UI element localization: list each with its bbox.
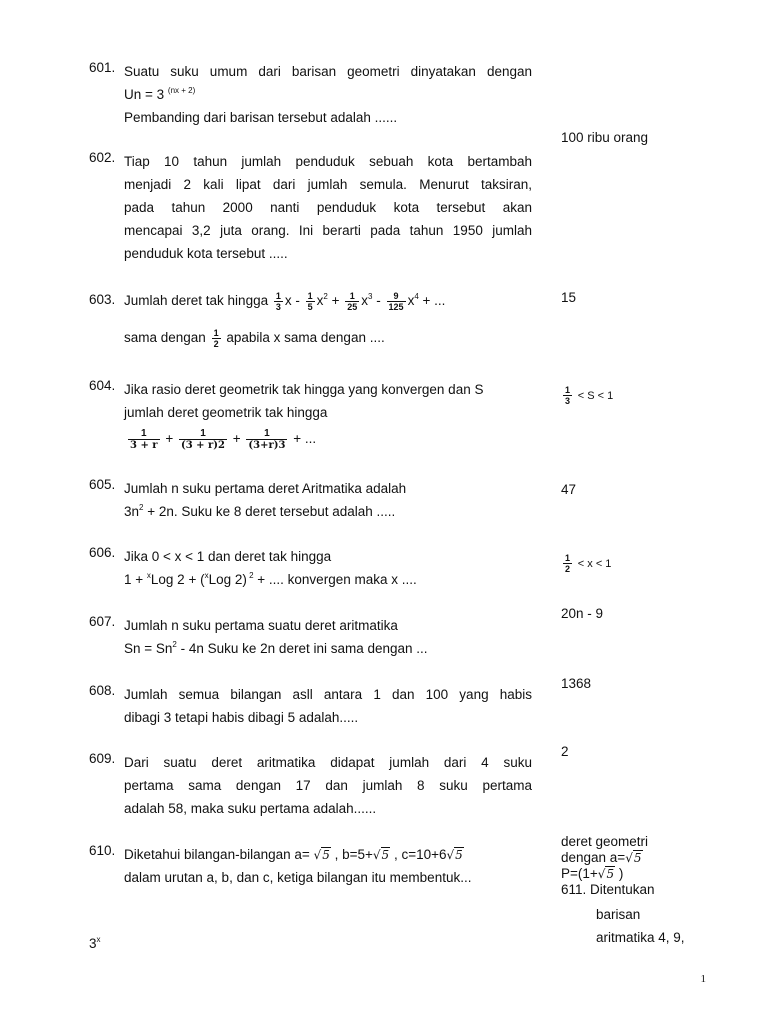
answer-607: 20n - 9 [561, 606, 604, 621]
fraction [563, 553, 572, 574]
text-run: < S < 1 [577, 390, 614, 403]
exponent: 2 [139, 503, 144, 512]
question-604-series [126, 428, 316, 451]
answer-609: 2 [561, 744, 569, 759]
text-run: P=(1+ [561, 866, 598, 881]
question-text: Suatu suku umum dari barisan geometri dinyatakan dengan [124, 64, 532, 79]
question-text [124, 83, 532, 106]
text-run: , c=10+6 [393, 847, 447, 862]
question-text [124, 500, 532, 523]
operator: + ... [422, 293, 446, 308]
question-610-line1 [124, 843, 464, 867]
question-number: 609. [89, 751, 116, 766]
numerator: 1 [213, 327, 219, 338]
exponent: x [96, 935, 101, 944]
question-number: 604. [89, 378, 116, 393]
question-text: Dari suatu deret aritmatika didapat jumlah dari 4 suku [124, 755, 532, 770]
stray-text [89, 936, 101, 951]
denominator: 3 [565, 396, 571, 406]
radicand: 5 [455, 848, 463, 862]
answer-610-continued [596, 903, 685, 949]
question-number: 605. [89, 477, 116, 492]
text-run: Log 2 + ( [150, 572, 205, 587]
question-608 [124, 683, 532, 729]
question-number: 610. [89, 843, 116, 858]
numerator: 1 [565, 385, 571, 395]
fraction [306, 291, 315, 312]
numerator: 1 [349, 290, 355, 301]
numerator: 1 [141, 428, 147, 439]
question-text: menjadi 2 kali lipat dari jumlah semula. Menurut taksiran, [124, 177, 532, 192]
text-run: dalam urutan a, b, dan c, ketiga bilangan itu membentuk... [124, 870, 472, 885]
text-line [561, 866, 655, 882]
fraction [274, 291, 283, 312]
text-run: Jumlah deret tak hingga [124, 293, 269, 308]
fraction [246, 428, 287, 451]
numerator: 1 [307, 290, 313, 301]
question-text: mencapai 3,2 juta orang. Ini berarti pada tahun 1950 jumlah [124, 223, 532, 238]
text-run: x [316, 293, 324, 308]
text-run: deret geometri [561, 834, 649, 849]
numerator: 1 [565, 553, 571, 563]
radicand: 5 [633, 851, 642, 865]
log-base: x [146, 571, 151, 580]
question-610-line2 [124, 866, 471, 889]
question-605 [124, 477, 532, 523]
answer-603: 15 [561, 290, 577, 305]
log-base: x [204, 571, 209, 580]
question-601 [124, 60, 532, 129]
sqrt-symbol: √5 [446, 848, 463, 862]
sqrt-symbol: √5 [372, 848, 390, 862]
operator: + [165, 431, 174, 447]
sqrt-symbol: √5 [313, 848, 330, 862]
fraction [345, 291, 359, 312]
text-run: dengan a= [561, 850, 626, 865]
fraction [128, 428, 160, 451]
question-number: 607. [89, 614, 116, 629]
question-607 [124, 614, 532, 660]
denominator: (3 + r)2 [181, 440, 225, 451]
exponent: 3 [368, 292, 373, 301]
text-run: 3 [89, 936, 97, 951]
text-run: x [361, 293, 369, 308]
question-number: 606. [89, 545, 116, 560]
question-text: Jumlah semua bilangan asll antara 1 dan 100 yang habis [124, 687, 532, 702]
text-run: < x < 1 [577, 558, 612, 571]
text-run: , b=5+ [334, 847, 373, 862]
operator: + [331, 293, 340, 308]
text-run: barisan [596, 907, 641, 922]
text-run: 611. Ditentukan [561, 882, 655, 897]
operator: + [232, 431, 241, 447]
question-text: Tiap 10 tahun jumlah penduduk sebuah kota bertambah [124, 154, 532, 169]
text-run: Un = 3 [124, 87, 165, 102]
text-line [561, 850, 655, 866]
question-text: dibagi 3 tetapi habis dibagi 5 adalah..... [124, 710, 359, 725]
question-text: penduduk kota tersebut ..... [124, 246, 288, 261]
operator: + ... [293, 431, 317, 447]
operator: - [376, 293, 381, 308]
text-run: Log 2) [208, 572, 247, 587]
answer-606 [561, 553, 611, 574]
answer-610 [561, 834, 655, 898]
question-number: 602. [89, 150, 116, 165]
question-number: 601. [89, 60, 116, 75]
denominator: 5 [307, 301, 313, 312]
question-text: Pembanding dari barisan tersebut adalah ...... [124, 110, 398, 125]
question-603-line2 [124, 326, 385, 349]
denominator: 2 [565, 564, 571, 574]
sqrt-symbol: √5 [625, 851, 642, 865]
fraction [179, 428, 227, 451]
question-text: Jumlah n suku pertama suatu deret aritmatika [124, 618, 398, 633]
question-text: Jumlah n suku pertama deret Aritmatika adalah [124, 481, 407, 496]
denominator: (3+r)3 [248, 440, 286, 451]
text-run: 3n [124, 504, 140, 519]
numerator: 1 [264, 428, 270, 439]
sqrt-symbol: √5 [597, 867, 615, 881]
denominator: 25 [347, 301, 358, 312]
question-604 [124, 378, 532, 424]
exponent: 2 [172, 640, 177, 649]
text-run: apabila x sama dengan .... [226, 330, 385, 345]
answer-601: 100 ribu orang [561, 130, 649, 145]
exponent: (nx + 2) [167, 86, 196, 95]
page-number: 1 [700, 973, 706, 985]
text-run: sama dengan [124, 330, 206, 345]
text-run: + 2n. Suku ke 8 deret tersebut adalah ..... [143, 504, 396, 519]
text-run: x [407, 293, 415, 308]
question-602 [124, 150, 532, 265]
text-run: Sn = Sn [124, 641, 173, 656]
fraction [563, 385, 572, 406]
text-run: x - [284, 293, 300, 308]
text-run: ) [615, 866, 624, 881]
radicand: 5 [322, 848, 330, 862]
question-text: adalah 58, maka suku pertama adalah...... [124, 801, 377, 816]
denominator: 3 [275, 301, 281, 312]
question-text: Jika rasio deret geometrik tak hingga yang konvergen dan S [124, 382, 484, 397]
question-text: jumlah deret geometrik tak hingga [124, 405, 328, 420]
question-number: 608. [89, 683, 116, 698]
denominator: 2 [213, 338, 219, 349]
fraction [387, 291, 406, 312]
text-run: 1 + [124, 572, 147, 587]
question-text [124, 568, 532, 591]
question-text: pada tahun 2000 nanti penduduk kota tersebut akan [124, 200, 532, 215]
exponent: 4 [414, 292, 419, 301]
denominator: 3 + r [130, 440, 158, 451]
text-run: aritmatika 4, 9, [596, 930, 685, 945]
answer-605: 47 [561, 482, 577, 497]
fraction [212, 328, 221, 349]
question-text: Jika 0 < x < 1 dan deret tak hingga [124, 549, 332, 564]
question-603-line1 [124, 289, 445, 312]
exponent: 2 [323, 292, 328, 301]
question-609 [124, 751, 532, 820]
text-run: + .... konvergen maka x .... [253, 572, 417, 587]
numerator: 9 [393, 290, 399, 301]
radicand: 5 [381, 848, 390, 862]
answer-608: 1368 [561, 676, 592, 691]
numerator: 1 [275, 290, 281, 301]
question-text: pertama sama dengan 17 dan jumlah 8 suku pertama [124, 778, 532, 793]
numerator: 1 [200, 428, 206, 439]
question-606 [124, 545, 532, 591]
question-number: 603. [89, 292, 116, 307]
answer-604 [561, 385, 613, 406]
radicand: 5 [606, 867, 615, 881]
question-text [124, 637, 532, 660]
text-run: Diketahui bilangan-bilangan a= [124, 847, 310, 862]
denominator: 125 [388, 301, 404, 312]
text-run: - 4n Suku ke 2n deret ini sama dengan ... [176, 641, 428, 656]
exponent: 2 [246, 571, 254, 580]
